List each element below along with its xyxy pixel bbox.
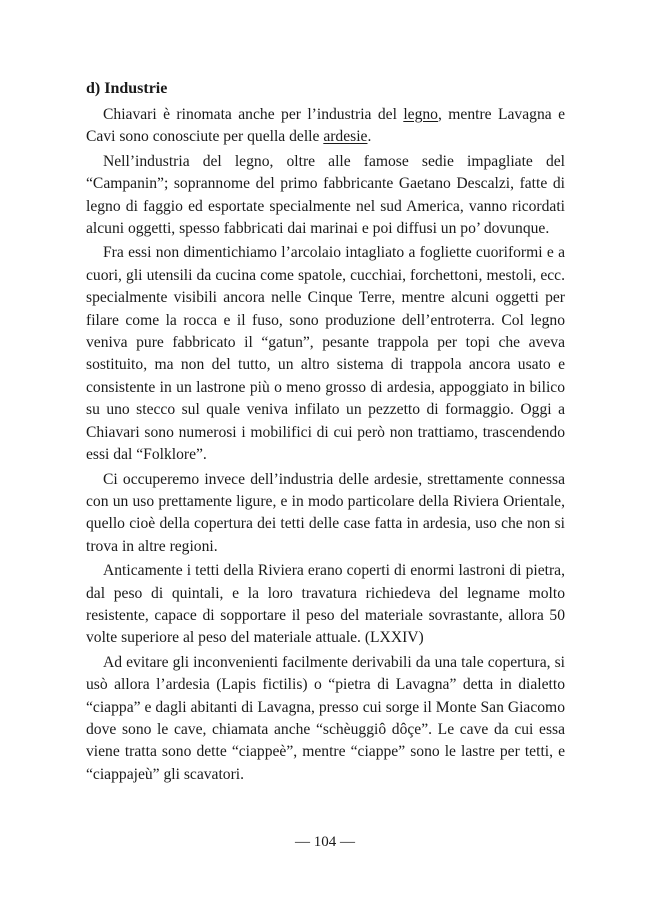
paragraph-1-text-b: , mentre Lavagna e Cavi sono conosciute per quella delle: [86, 106, 565, 146]
section-heading: d) Industrie: [86, 80, 168, 97]
underlined-term-ardesie: ardesie: [323, 128, 368, 146]
underlined-term-legno: legno: [403, 106, 438, 123]
paragraph-3: Fra essi non dimentichiamo l’arcolaio intagliato a fogliette cuoriformi e a cuori, gli utensili da cucina come spatole, cucchiai, forchettoni, mestoli, ecc. specialmente visibili ancora nelle Cinque Terre, mentre alcuni oggetti per filare come la rocca e il fuso, sono produzione dell’entroterra. Col legno veniva pure fabbricato il “gatun”, pesante trappola per topi che aveva sostituito, ma non del tutto, un altro sistema di trappola ancora usato e consistente in un lastrone più o meno grosso di ardesia, appoggiato in bilico su uno stecco sul quale veniva infilato un pezzetto di formaggio. Oggi a Chiavari sono numerosi i mobilifici di cui però non trattiamo, trascendendo essi dal “Folklore”.: [86, 244, 565, 464]
paragraph-2: Nell’industria del legno, oltre alle famose sedie impagliate del “Campanin”; soprannome del primo fabbricante Gaetano Descalzi, fatte di legno di faggio ed esportate specialmente nel sud America, vanno ricordati alcuni oggetti, spesso fabbricati dai marinai e poi diffusi un po’ dovunque.: [86, 152, 565, 238]
paragraph-1: [86, 104, 565, 149]
paragraph-1-text-a: Chiavari è rinomata anche per l’industria del: [103, 106, 404, 123]
paragraph-4: Ci occuperemo invece dell’industria delle ardesie, strettamente connessa con un uso prettamente ligure, e in modo particolare della Riviera Orientale, quello cioè della copertura dei tetti delle case fatta in ardesia, uso che non si trova in altre regioni.: [86, 470, 565, 555]
page-body: [86, 78, 565, 788]
paragraph-1-text-c: .: [367, 128, 372, 146]
page-number: — 104 —: [295, 834, 355, 850]
paragraph-6: Ad evitare gli inconvenienti facilmente derivabili da una tale copertura, si usò allora l’ardesia (Lapis fictilis) o “pietra di Lavagna” detta in dialetto “ciappa” e dagli abitanti di Lavagna, presso cui sorge il Monte San Giacomo dove sono le cave, chiamata anche “schèuggiô dôçe”. Le cave da cui essa viene tratta sono dette “ciappeè”, mentre “ciappe” sono le lastre per tetti, e “ciappajeù” gli scavatori.: [86, 653, 565, 783]
paragraph-5: Anticamente i tetti della Riviera erano coperti di enormi lastroni di pietra, dal peso di quintali, e la loro travatura richiedeva del legname molto resistente, capace di sopportare il peso del materiale sovrastante, allora 50 volte superiore al peso del materiale attuale. (LXXIV): [86, 562, 565, 647]
